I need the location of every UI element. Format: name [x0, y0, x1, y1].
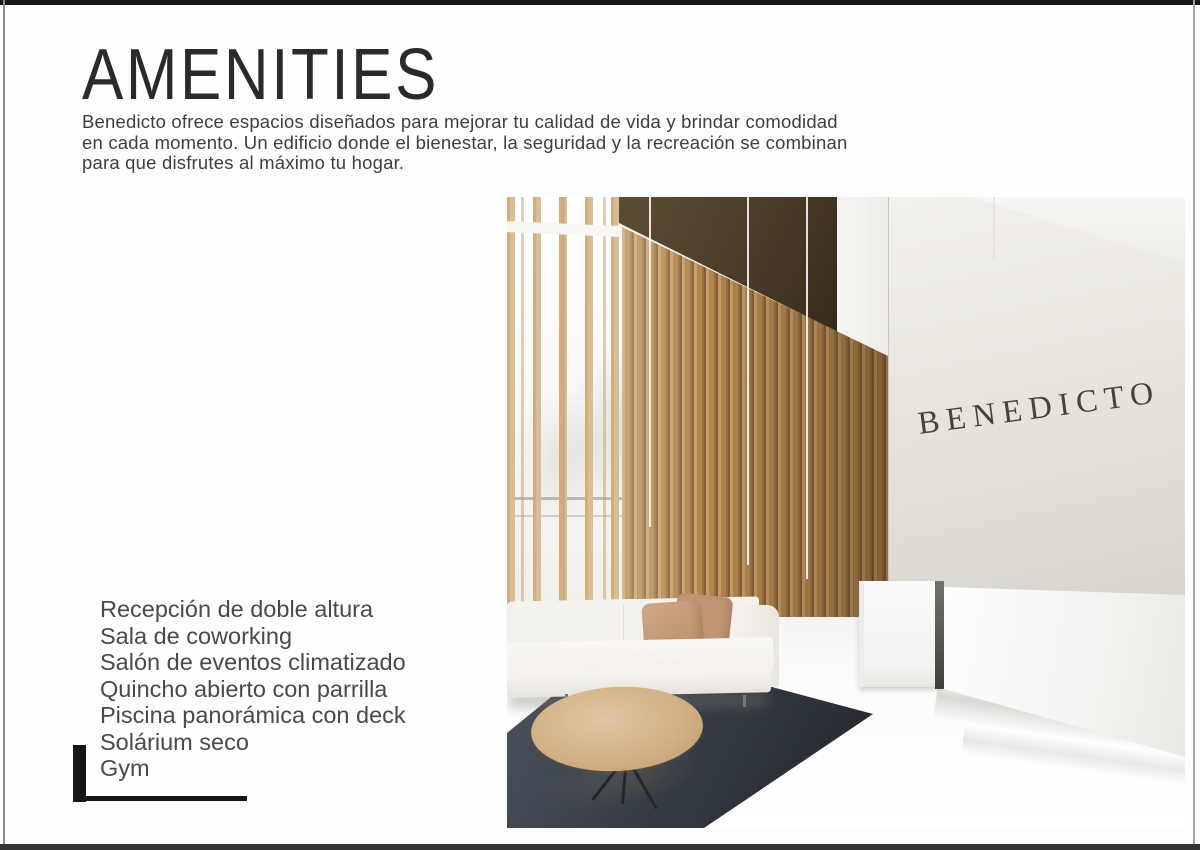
page-border-top — [0, 0, 1200, 5]
reception-desk-gap — [935, 581, 944, 689]
brand-sign: BENEDICTO — [915, 373, 1163, 441]
page-border-bottom — [0, 844, 1200, 850]
list-item: Gym — [100, 755, 150, 781]
sofa-leg — [743, 695, 746, 707]
list-item: Quincho abierto con parrilla — [100, 675, 388, 702]
page-title: AMENITIES — [82, 35, 439, 115]
intro-line-2: en cada momento. Un edificio donde el bienestar, la seguridad y la recreación se combinan — [82, 131, 848, 153]
page-border-right — [1193, 0, 1195, 850]
pendant-cord — [747, 197, 749, 565]
intro-line-3: para que disfrutes al máximo tu hogar. — [82, 152, 405, 173]
list-item: Salón de eventos climatizado — [100, 649, 406, 675]
amenities-list — [100, 596, 406, 782]
list-item: Piscina panorámica con deck — [100, 702, 406, 728]
pendant-cord — [806, 197, 808, 579]
intro-paragraph — [82, 112, 847, 174]
wall-corner-line — [888, 197, 889, 627]
reception-desk-block-small — [859, 581, 940, 687]
lobby-rendering — [507, 197, 1185, 828]
corner-mark-horizontal — [86, 796, 247, 801]
list-item: Solárium seco — [100, 728, 249, 755]
corner-mark-vertical — [73, 745, 86, 802]
list-item: Sala de coworking — [100, 622, 293, 649]
page-border-left — [3, 0, 5, 850]
pendant-cord — [993, 197, 995, 259]
list-item: Recepción de doble altura — [100, 596, 374, 622]
intro-line-1: Benedicto ofrece espacios diseñados para mejorar tu calidad de vida y brindar comodidad — [82, 111, 838, 132]
pendant-cord — [649, 197, 651, 527]
